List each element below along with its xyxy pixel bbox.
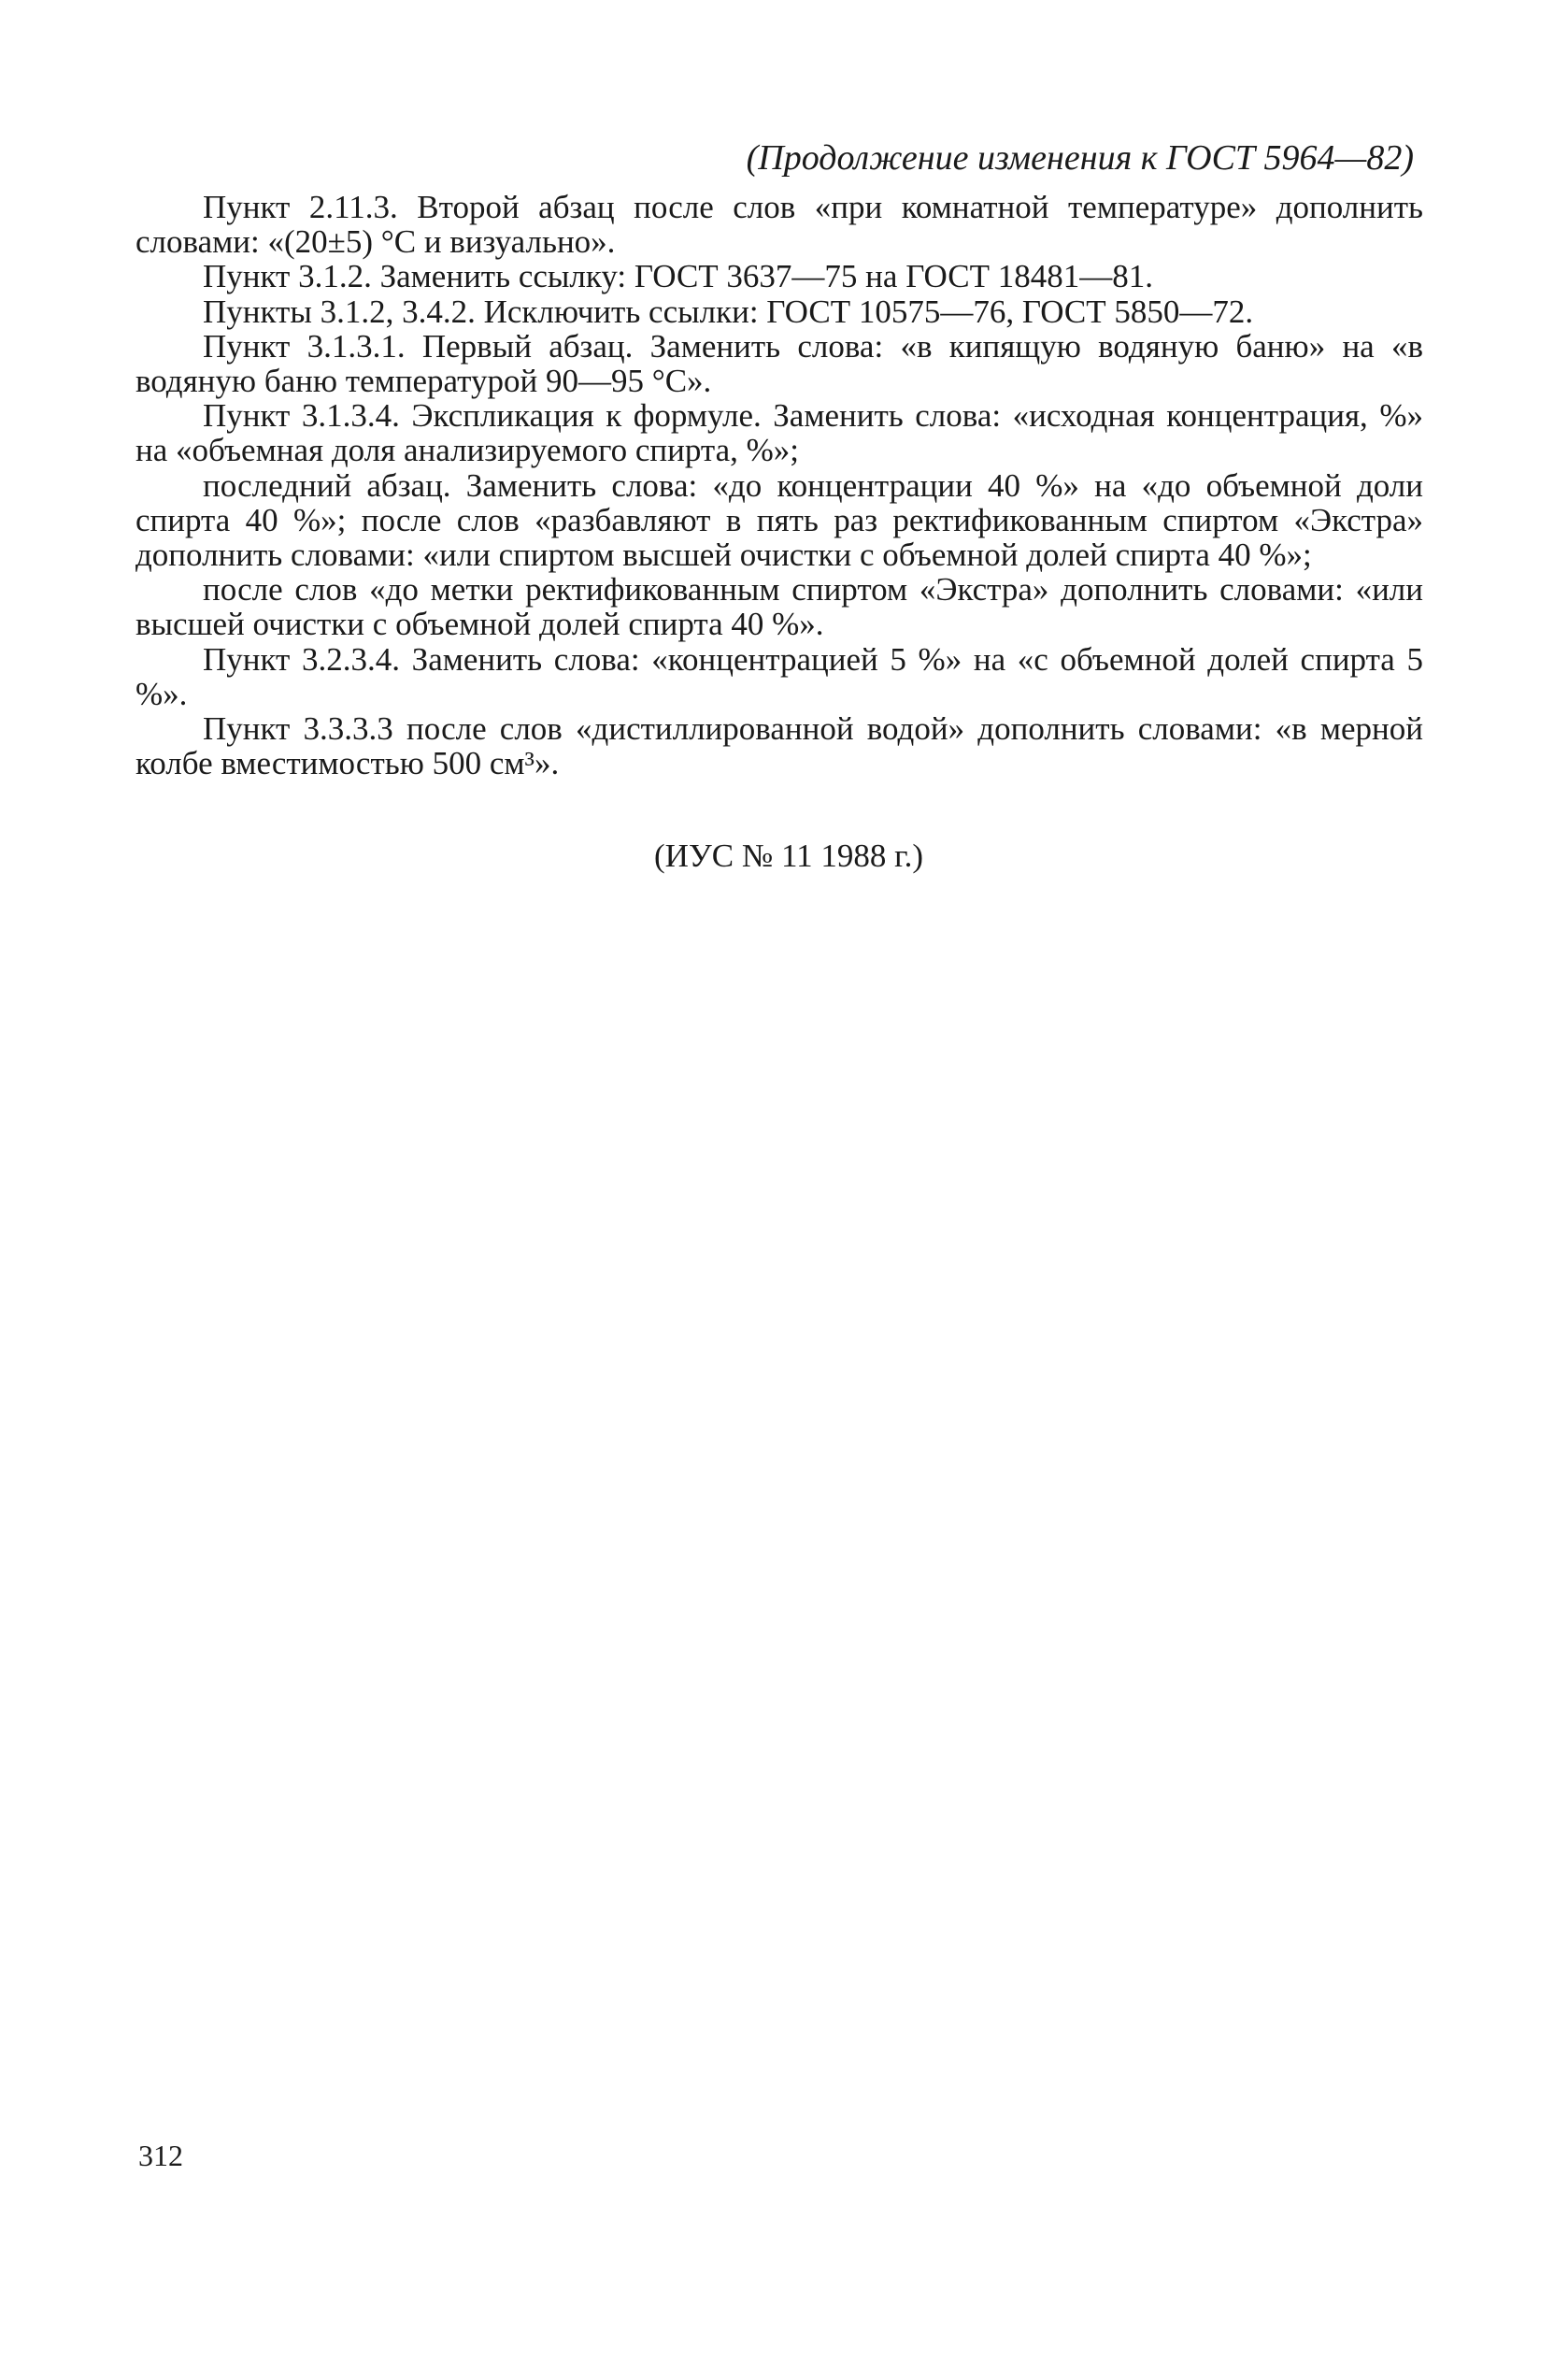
paragraph-3-1-2-3-4-2: Пункты 3.1.2, 3.4.2. Исключить ссылки: ГОСТ 10575—76, ГОСТ 5850—72. <box>203 293 1254 330</box>
source-reference: (ИУС № 11 1988 г.) <box>654 837 923 874</box>
page-number: 312 <box>138 2139 183 2172</box>
paragraph-3-1-3-4: Пункт 3.1.3.4. Экспликация к формуле. Заменить слова: «исходная концентрация, %» на «объемная доля анализируемого спирта, %»; <box>135 397 1423 469</box>
paragraph-last-abzac: последний абзац. Заменить слова: «до концентрации 40 %» на «до объемной доли спирта 40 %»; после слов «разбавляют в пять раз ректификованным спиртом «Экстра» дополнить словами: «или спиртом высшей очистки с объемной долей спирта 40 %»; <box>135 466 1423 574</box>
paragraph-3-1-2: Пункт 3.1.2. Заменить ссылку: ГОСТ 3637—75 на ГОСТ 18481—81. <box>203 258 1153 295</box>
paragraph-3-3-3-3: Пункт 3.3.3.3 после слов «дистиллированной водой» дополнить словами: «в мерной колбе вместимостью 500 см³». <box>135 710 1423 782</box>
amendment-text <box>135 190 1423 780</box>
running-header: (Продолжение изменения к ГОСТ 5964—82) <box>746 138 1414 178</box>
paragraph-3-2-3-4: Пункт 3.2.3.4. Заменить слова: «концентрацией 5 %» на «с объемной долей спирта 5 %». <box>135 640 1423 712</box>
paragraph-2-11-3: Пункт 2.11.3. Второй абзац после слов «при комнатной температуре» дополнить словами: «(20±5) °С и визуально». <box>135 189 1423 261</box>
paragraph-3-1-3-1: Пункт 3.1.3.1. Первый абзац. Заменить слова: «в кипящую водяную баню» на «в водяную баню температурой 90—95 °С». <box>135 327 1423 400</box>
paragraph-do-metki: после слов «до метки ректификованным спиртом «Экстра» дополнить словами: «или высшей очистки с объемной долей спирта 40 %». <box>135 571 1423 643</box>
